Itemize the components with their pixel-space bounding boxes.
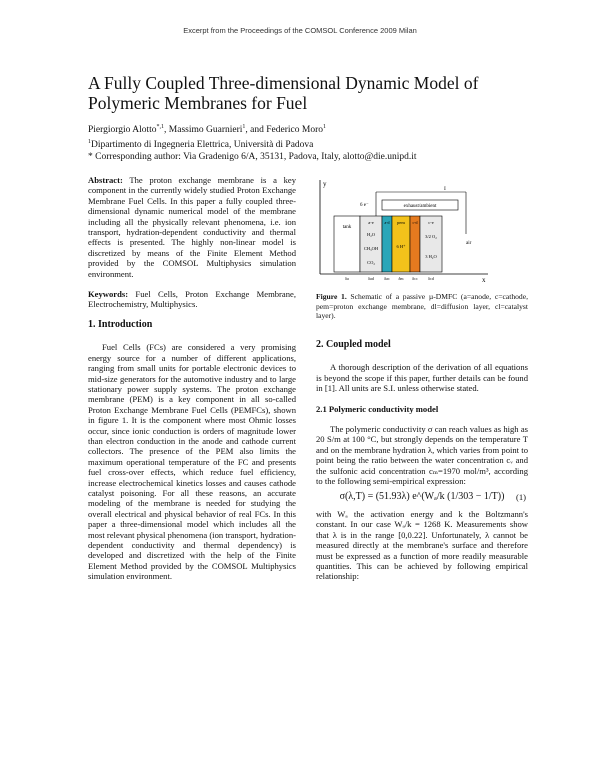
figure-caption xyxy=(316,292,528,321)
author-block xyxy=(88,121,528,163)
water-label: H₂O xyxy=(366,232,376,237)
pem-label: pem xyxy=(397,220,405,225)
dim-label: δcc xyxy=(412,276,418,281)
methanol-label: CH₃OH xyxy=(363,246,379,251)
dim-label: δm xyxy=(398,276,404,281)
figure-1 xyxy=(316,178,528,288)
exhaust-label: exhaust/ambient xyxy=(403,204,437,209)
caption-text: Schematic of a passive µ-DMFC (a=anode, c=cathode, pem=proton exchange membrane, dl=diffusion layer, cl=catalyst layer). xyxy=(316,292,528,321)
paper-title: A Fully Coupled Three-dimensional Dynamic Model of Polymeric Membranes for Fuel xyxy=(88,73,479,113)
coupled-text: A thorough description of the derivation of all equations is beyond the scope if this paper, further details can be found in [1]. All units are S.I. unless otherwise stated. xyxy=(316,362,528,394)
keywords xyxy=(88,289,296,310)
equation-1 xyxy=(316,492,528,502)
dimension-labels xyxy=(345,276,434,281)
intro-heading: 1. Introduction xyxy=(88,318,153,330)
keywords-text: Fuel Cells, Proton Exchange Membrane, Electrochemistry, Multiphysics. xyxy=(88,289,296,310)
oxygen-label: 3/2 O₂ xyxy=(425,234,437,239)
y-axis-label: y xyxy=(323,180,327,188)
conductivity-text: The polymeric conductivity σ can reach values as high as 20 S/m at 100 °C, but strongly depends on the temperature T and on the membrane hydration λ, which varies from point to point being the ratio between the water concentration cᵥ and the sulfonic acid concentration cₘ=1970 mol/m³, according to the following semi-empirical expression: xyxy=(316,424,528,487)
left-column xyxy=(88,175,296,582)
dmfc-schematic xyxy=(316,178,528,288)
after-equation-text: with Wₐ the activation energy and k the Boltzmann's constant. In our case Wₐ/k = 1268 K. Measurements show that λ is in the range [0,0.22]. Unfortunately, λ cannot be measured directly at the membrane's surface and therefore must be expressed as a function of more readily measurable quantities. This can be achieved by following empirical relationship: xyxy=(316,508,528,582)
dim-label: δcd xyxy=(428,276,434,281)
anode-label: a-e xyxy=(368,220,374,225)
current-label: I xyxy=(444,186,446,192)
abstract-text: The proton exchange membrane is a key component in the currently widely studied Proton Exchange Membrane Fuel Cells. In this paper a fully coupled three-dimensional dynamic numerical model of the membrane including all the physically relevant phenomena, i.e. ion transport, hydration-dependent conductivity and thermal effects is presented. The highly non-linear model is discretized by means of the Finite Element Method provided by the COMSOL Multiphysics simulation environment. xyxy=(88,175,296,279)
abstract xyxy=(88,175,296,279)
dim-label: δac xyxy=(384,276,390,281)
author-affiliation: $^1$Dipartimento di Ingegneria Elettrica, Università di Padova xyxy=(88,139,314,151)
cathode-water-label: 3 H₂O xyxy=(425,254,437,259)
equation-number: (1) xyxy=(515,492,526,503)
anode-dl-label: a-d xyxy=(384,220,390,225)
corresponding-author: * Corresponding author: Via Gradenigo 6/A, 35131, Padova, Italy, alotto@die.unipd.it xyxy=(88,152,417,163)
co2-label: CO₂ xyxy=(367,260,375,265)
conductivity-heading: 2.1 Polymeric conductivity model xyxy=(316,403,439,414)
right-column-top xyxy=(316,340,528,582)
equation-body: σ(λ,T) = (51.93λ) e^(Wₐ/k (1/303 − 1/T)) xyxy=(339,491,505,503)
proceedings-header: Excerpt from the Proceedings of the COMSOL Conference 2009 Milan xyxy=(183,26,417,35)
tank-label: tank xyxy=(342,225,352,230)
author-names: Piergiorgio Alotto$^{*,1}$, Massimo Guarnieri$^1$, and Federico Moro$^1$ xyxy=(88,124,326,136)
intro-text: Fuel Cells (FCs) are considered a very promising energy source for a number of different applications, ranging from small units for portable electronic devices to mid-size generators for the automotive industry and to large stationary power supply systems. The proton exchange membrane (PEM) is a key component in all so-called Proton Exchange Membrane Fuel Cells (PEMFCs), shown in figure 1. It is the component where most Ohmic losses occur, since ionic conduction is orders of magnitude lower than electron conduction in the anode and cathode current collectors. The presence of the PEM also limits the maximum operational temperature of the FC and presents fuel cross-over effects, which reduce fuel efficiency, increase electrochemical kinetics losses and causes cathode catalyst poisoning. For all these reasons, an accurate modeling of the membrane is needed for studying the overall electrical and physical behavior of real FCs. In this paper a three-dimensional model which includes all the most relevant physical phenomena (ion transport, hydration-dependent conductivity and thermal dependency) is developed and discretized with the help of the Finite Element Method provided by the COMSOL Multiphysics simulation environment. xyxy=(88,342,296,582)
cathode-dl-label: c-d xyxy=(412,220,418,225)
electron-label: 6 e⁻ xyxy=(360,203,369,208)
caption-label: Figure 1. xyxy=(316,292,347,301)
dim-label: δa xyxy=(345,276,349,281)
keywords-label: Keywords: xyxy=(88,289,129,300)
cathode-label: c-e xyxy=(428,220,434,225)
coupled-heading: 2. Coupled model xyxy=(316,339,391,350)
air-label: air xyxy=(466,241,472,246)
abstract-label: Abstract: xyxy=(88,175,123,185)
x-axis-label: x xyxy=(482,276,486,284)
proton-label: 6 H⁺ xyxy=(396,244,406,249)
dim-label: δad xyxy=(368,276,374,281)
